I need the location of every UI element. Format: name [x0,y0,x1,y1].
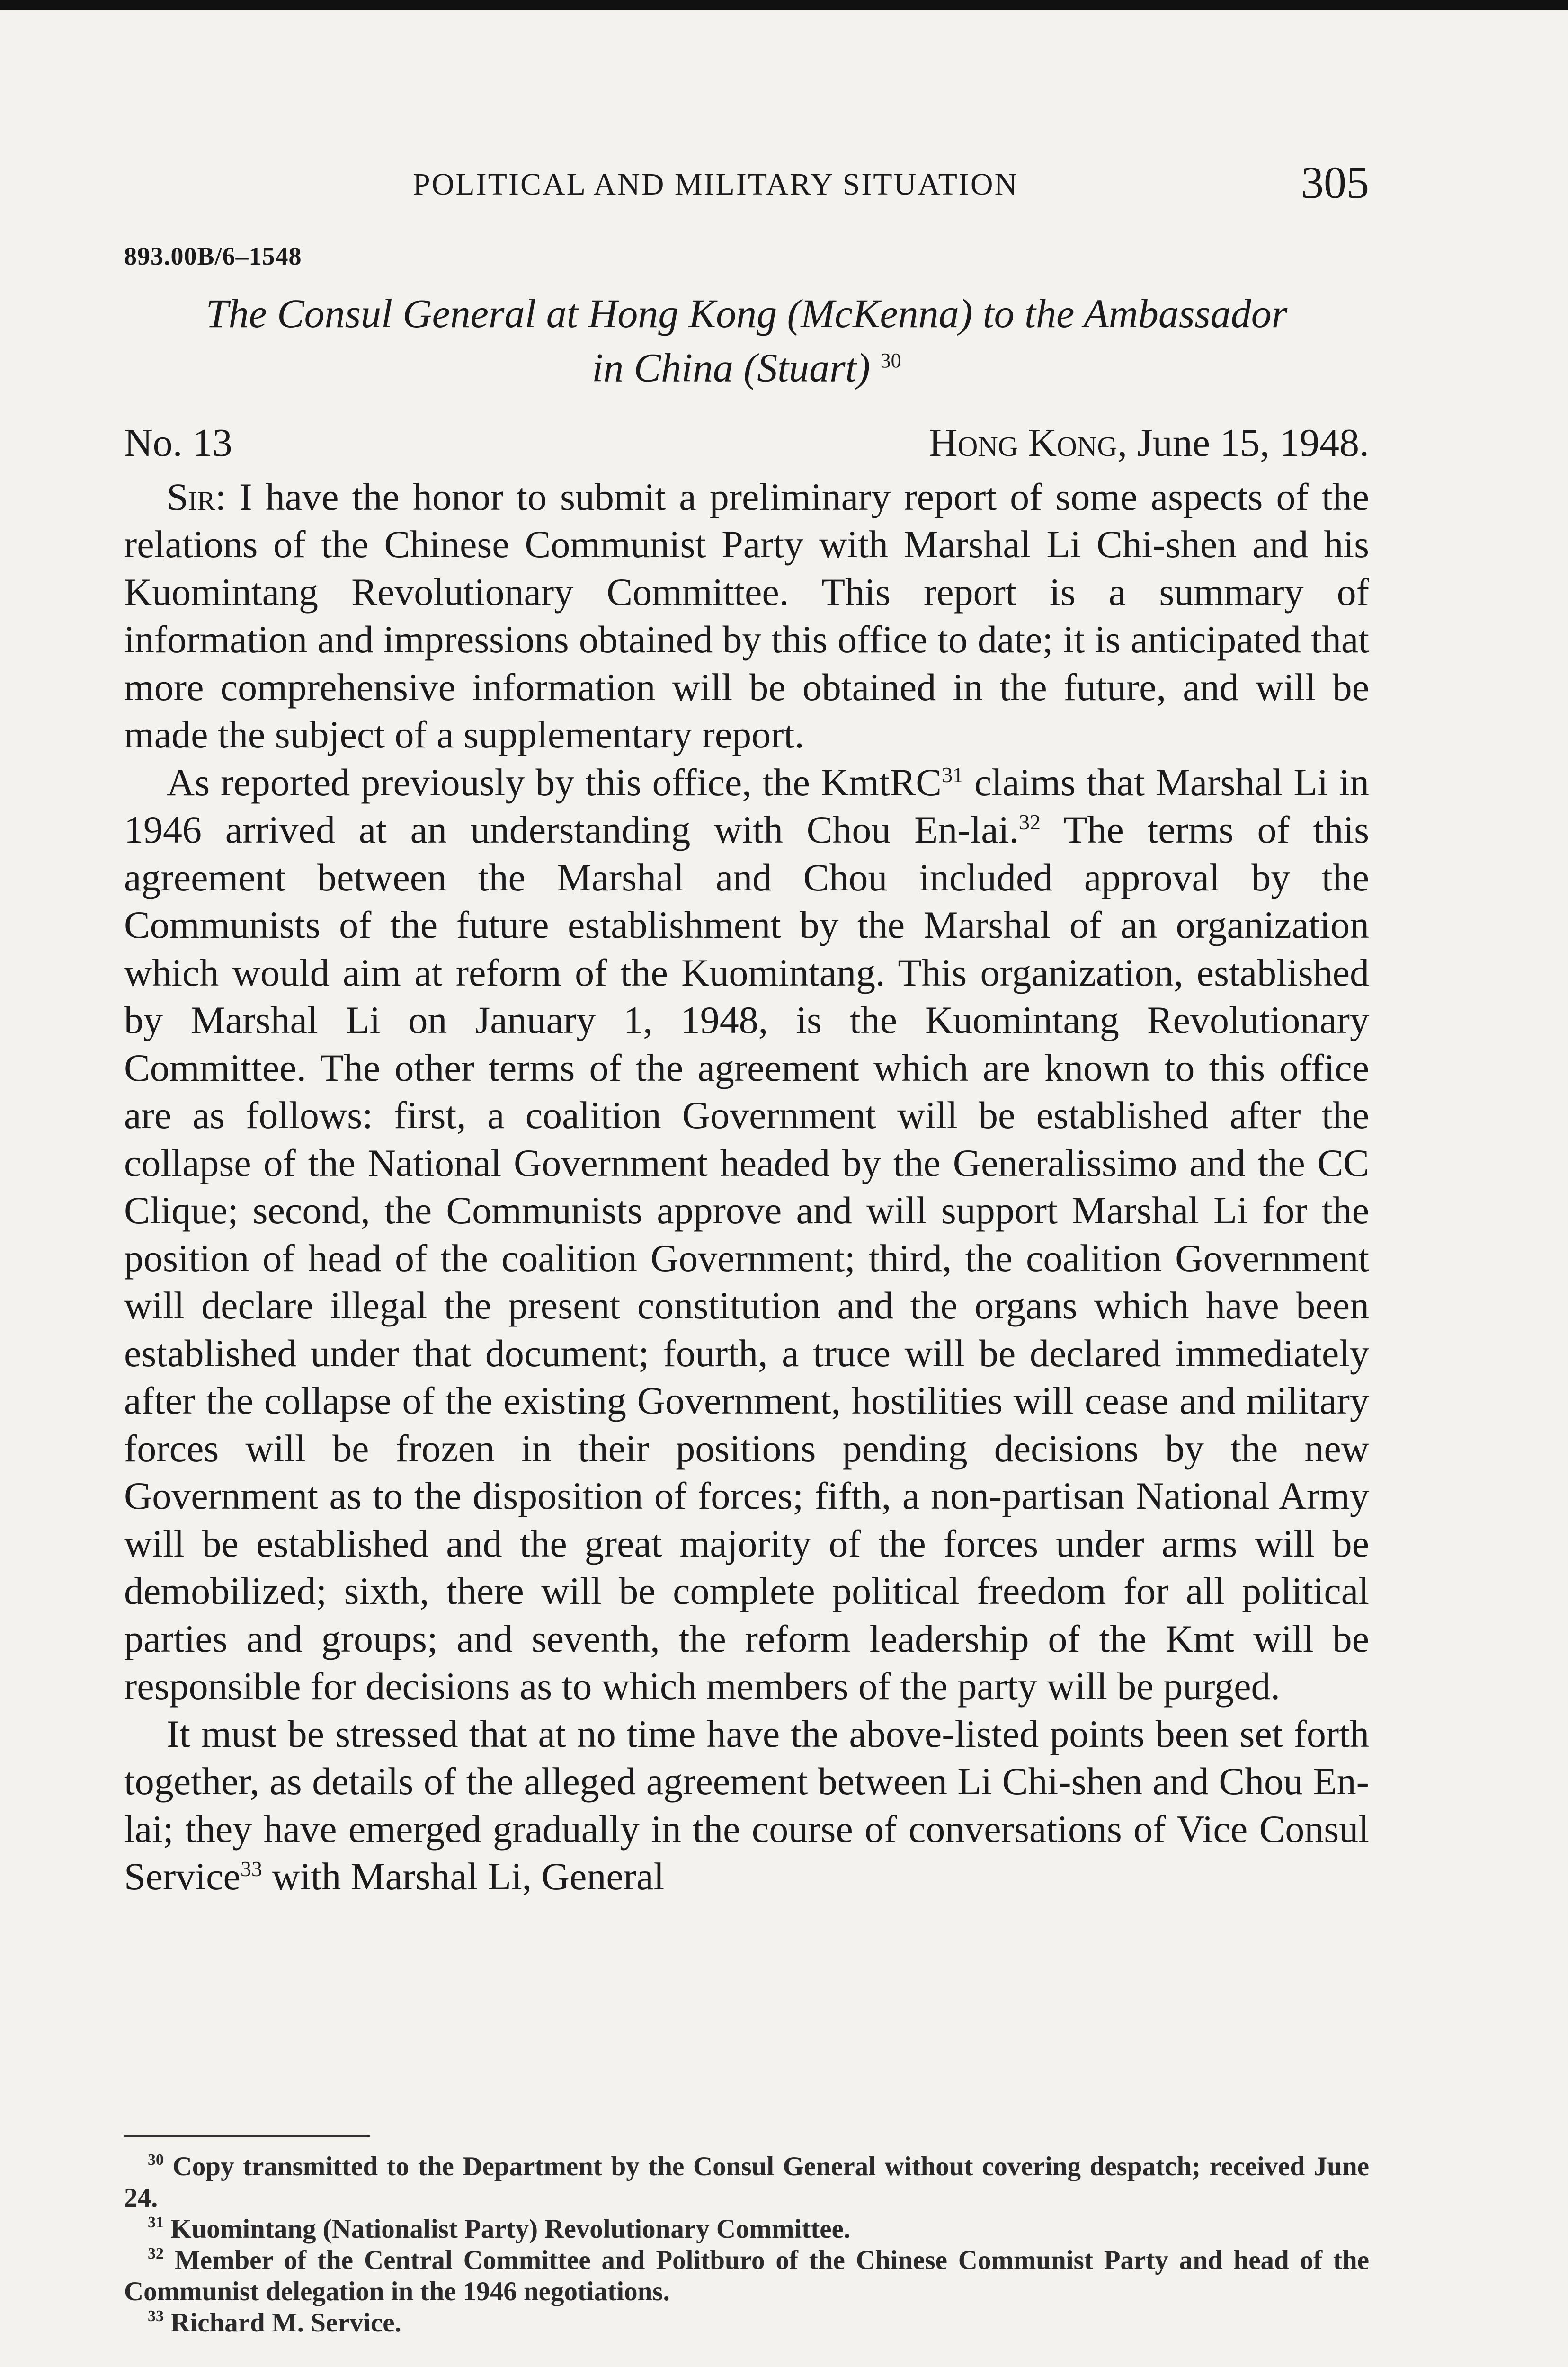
paragraph-2-text-b: claims that Marshal Li in 1946 arrived at an understanding with Chou En-lai. [124,760,1369,852]
footnote-mark: 30 [148,2151,164,2169]
footnote-33 [124,2307,1369,2339]
footnote-mark: 31 [148,2214,164,2231]
footnote-ref-32[interactable]: 32 [1018,810,1041,835]
paragraph-3-text-b: with Marshal Li, General [262,1855,665,1898]
salutation: Sir [167,475,215,518]
footnotes [124,2135,1369,2339]
document-number: No. 13 [124,420,232,465]
page-body [124,156,1369,1901]
paragraph-2 [124,759,1369,1710]
footnote-ref-33[interactable]: 33 [240,1857,262,1881]
place: Hong Kong, [929,420,1128,465]
footnote-30 [124,2151,1369,2214]
title-footnote-ref[interactable]: 30 [880,349,901,372]
footnote-mark: 32 [148,2245,164,2262]
footnote-text: Copy transmitted to the Department by the Consul General without covering despatch; received June 24. [124,2152,1369,2213]
footnote-32 [124,2245,1369,2307]
footnote-ref-31[interactable]: 31 [942,762,963,787]
dateline [124,420,1369,466]
footnote-mark: 33 [148,2307,164,2325]
running-head [124,156,1369,208]
paragraph-1 [124,473,1369,759]
file-number: 893.00B/6–1548 [124,242,302,270]
footnote-text: Richard M. Service. [170,2308,401,2338]
footnote-text: Kuomintang (Nationalist Party) Revolutionary Committee. [170,2214,851,2244]
page-number: 305 [1301,157,1369,208]
place-date [929,420,1369,466]
top-edge-rule [0,0,1568,10]
title-line-1: The Consul General at Hong Kong (McKenna) to the Ambassador [205,291,1288,336]
paragraph-3 [124,1710,1369,1901]
running-title: POLITICAL AND MILITARY SITUATION [413,167,1019,202]
paragraph-1-text: : I have the honor to submit a preliminary report of some aspects of the relations of the Chinese Communist Party with Marshal Li Chi-shen and his Kuomintang Revolutionary Committee. This report is a summary of information and impressions obtained by this office to date; it is anticipated that more comprehensive information will be obtained in the future, and will be made the subject of a supplementary report. [124,475,1369,756]
footnote-rule [124,2135,370,2137]
footnote-31 [124,2214,1369,2245]
document-title [124,290,1369,392]
title-line-2: in China (Stuart) [592,345,871,391]
letter-body [124,473,1369,1901]
paragraph-2-text-c: The terms of this agreement between the Marshal and Chou included approval by the Communists of the future establishment by the Marshal of an organization which would aim at reform of the Kuomintang. This organization, established by Marshal Li on January 1, 1948, is the Kuomintang Revolutionary Committee. The other terms of the agreement which are known to this office are as follows: first, a coalition Government will be established after the collapse of the National Government headed by the Generalissimo and the CC Clique; second, the Communists approve and will support Marshal Li for the position of head of the coalition Government; third, the coalition Government will declare illegal the present constitution and the organs which have been established under that document; fourth, a truce will be declared immediately after the collapse of the existing Government, hostilities will cease and military forces will be frozen in their positions pending decisions by the new Government as to the disposition of forces; fifth, a non-partisan National Army will be established and the great majority of the forces under arms will be demobilized; sixth, there will be complete political freedom for all political parties and groups; and seventh, the reform leadership of the Kmt will be responsible for decisions as to which members of the party will be purged. [124,808,1369,1708]
paragraph-3-text-a: It must be stressed that at no time have the above-listed points been set forth together, as details of the alleged agreement between Li Chi-shen and Chou En-lai; they have emerged gradually in the course of conversations of Vice Consul Service [124,1712,1369,1898]
footnote-text: Member of the Central Committee and Politburo of the Chinese Communist Party and head of the Communist delegation in the 1946 negotiations. [124,2245,1369,2306]
paragraph-2-text-a: As reported previously by this office, the KmtRC [167,760,942,804]
title-line-2-wrap [124,337,1369,392]
date: June 15, 1948. [1137,420,1369,465]
